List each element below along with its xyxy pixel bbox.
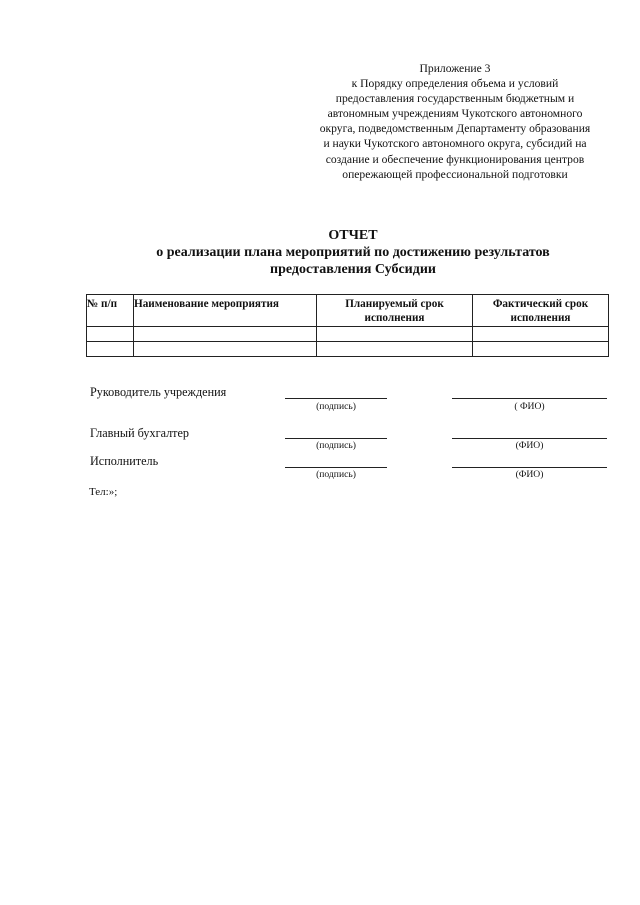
table-cell[interactable] (317, 342, 473, 357)
table-row (87, 342, 609, 357)
appendix-line: опережающей профессиональной подготовки (342, 167, 568, 181)
executor-signature-line[interactable] (285, 467, 387, 468)
report-subtitle-continued: предоставления Субсидии (270, 262, 436, 277)
name-caption: (ФИО) (515, 440, 544, 451)
head-name-line[interactable] (452, 398, 607, 399)
executor-name-line[interactable] (452, 467, 607, 468)
report-title: ОТЧЕТ (328, 228, 378, 243)
appendix-line: создание и обеспечение функционирования центров (325, 152, 585, 166)
signature-caption: (подпись) (316, 440, 356, 451)
appendix-line: и науки Чукотского автономного округа, субсидий на (323, 137, 587, 151)
head-signature-line[interactable] (285, 398, 387, 399)
table-cell[interactable] (134, 342, 317, 357)
appendix-line: округа, подведомственным Департаменту образования (319, 122, 591, 136)
table-cell[interactable] (87, 327, 134, 342)
appendix-line: автономным учреждениям Чукотского автономного (327, 107, 583, 121)
appendix-line: к Порядку определения объема и условий (351, 77, 559, 91)
report-subtitle: о реализации плана мероприятий по достижению результатов (156, 245, 550, 260)
name-caption: ( ФИО) (514, 401, 545, 412)
column-header-actual-deadline: Фактический срок исполнения (473, 295, 609, 327)
accountant-signature-line[interactable] (285, 438, 387, 439)
table-cell[interactable] (317, 327, 473, 342)
table-row (87, 327, 609, 342)
chief-accountant-label: Главный бухгалтер (90, 426, 190, 440)
column-header-number: № п/п (87, 295, 134, 327)
signature-caption: (подпись) (316, 401, 356, 412)
column-header-activity: Наименование мероприятия (134, 295, 317, 327)
table-cell[interactable] (473, 327, 609, 342)
executor-label: Исполнитель (90, 454, 159, 468)
head-of-institution-label: Руководитель учреждения (90, 385, 227, 399)
appendix-line: предоставления государственным бюджетным и (335, 92, 575, 106)
accountant-name-line[interactable] (452, 438, 607, 439)
table-cell[interactable] (473, 342, 609, 357)
appendix-line: Приложение 3 (419, 62, 491, 75)
appendix-block (296, 61, 614, 182)
table-cell[interactable] (87, 342, 134, 357)
phone-field: Тел:»; (89, 486, 118, 498)
name-caption: (ФИО) (515, 469, 544, 480)
table-cell[interactable] (134, 327, 317, 342)
report-table (86, 294, 609, 357)
signature-caption: (подпись) (316, 469, 356, 480)
column-header-planned-deadline: Планируемый срок исполнения (317, 295, 473, 327)
table-header-row (87, 295, 609, 327)
